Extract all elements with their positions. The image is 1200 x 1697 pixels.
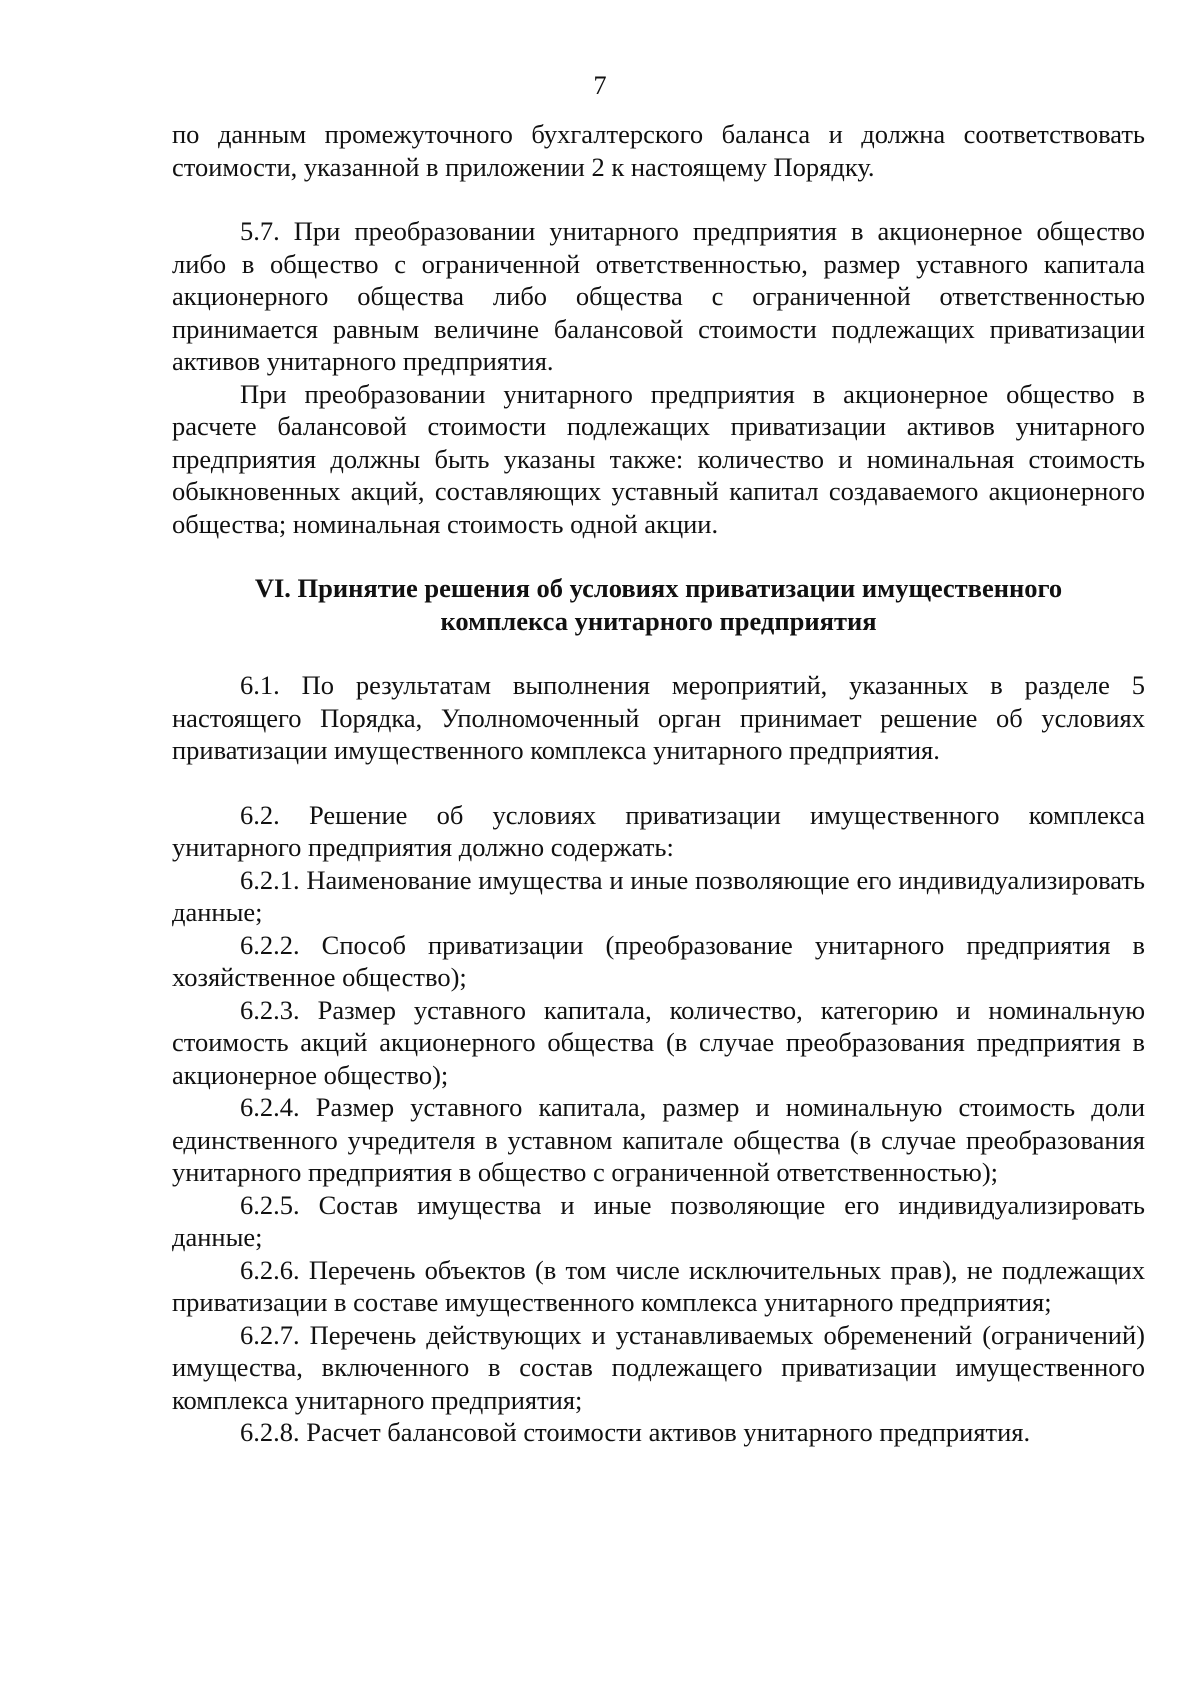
paragraph-6-2-1: 6.2.1. Наименование имущества и иные позволяющие его индивидуализировать данные; [172,864,1145,927]
document-body [172,118,1145,1449]
paragraph-6-2-2: 6.2.2. Способ приватизации (преобразование унитарного предприятия в хозяйственное общество); [172,929,1145,992]
paragraph-6-1: 6.1. По результатам выполнения мероприятий, указанных в разделе 5 настоящего Порядка, Уполномоченный орган принимает решение об условиях приватизации имущественного комплекса унитарного предприятия. [172,670,1145,765]
paragraph-6-2-7: 6.2.7. Перечень действующих и устанавливаемых обременений (ограничений) имущества, включенного в состав подлежащего приватизации имущественного комплекса унитарного предприятия; [172,1319,1145,1415]
paragraph-5-7: 5.7. При преобразовании унитарного предприятия в акционерное общество либо в общество с ограниченной ответственностью, размер уставного капитала акционерного общества либо общества с ограниченной ответственностью принимается равным величине балансовой стоимости подлежащих приватизации активов унитарного предприятия. [172,216,1145,376]
paragraph-continuation: по данным промежуточного бухгалтерского баланса и должна соответствовать стоимости, указанной в приложении 2 к настоящему Порядку. [172,119,1145,182]
paragraph-6-2-8: 6.2.8. Расчет балансовой стоимости активов унитарного предприятия. [240,1417,1031,1447]
section-heading-line-2: комплекса унитарного предприятия [440,605,877,636]
paragraph-6-2-6: 6.2.6. Перечень объектов (в том числе исключительных прав), не подлежащих приватизации в составе имущественного комплекса унитарного предприятия; [172,1254,1145,1317]
paragraph-5-7-continued: При преобразовании унитарного предприятия в акционерное общество в расчете балансовой стоимости подлежащих приватизации активов унитарного предприятия должны быть указаны также: количество и номинальная стоимость обыкновенных акций, составляющих уставный капитал создаваемого акционерного общества; номинальная стоимость одной акции. [172,378,1145,539]
paragraph-6-2-3: 6.2.3. Размер уставного капитала, количество, категорию и номинальную стоимость акций акционерного общества (в случае преобразования предприятия в акционерное общество); [172,994,1145,1090]
section-heading-line-1: VI. Принятие решения об условиях приватизации имущественного [254,573,1063,603]
paragraph-6-2: 6.2. Решение об условиях приватизации имущественного комплекса унитарного предприятия должно содержать: [172,799,1145,862]
paragraph-6-2-4: 6.2.4. Размер уставного капитала, размер и номинальную стоимость доли единственного учредителя в уставном капитале общества (в случае преобразования унитарного предприятия в общество с ограниченной ответственностью); [172,1092,1145,1187]
paragraph-6-2-5: 6.2.5. Состав имущества и иные позволяющие его индивидуализировать данные; [172,1189,1145,1252]
section-heading [172,572,1145,637]
page-number: 7 [593,70,607,100]
